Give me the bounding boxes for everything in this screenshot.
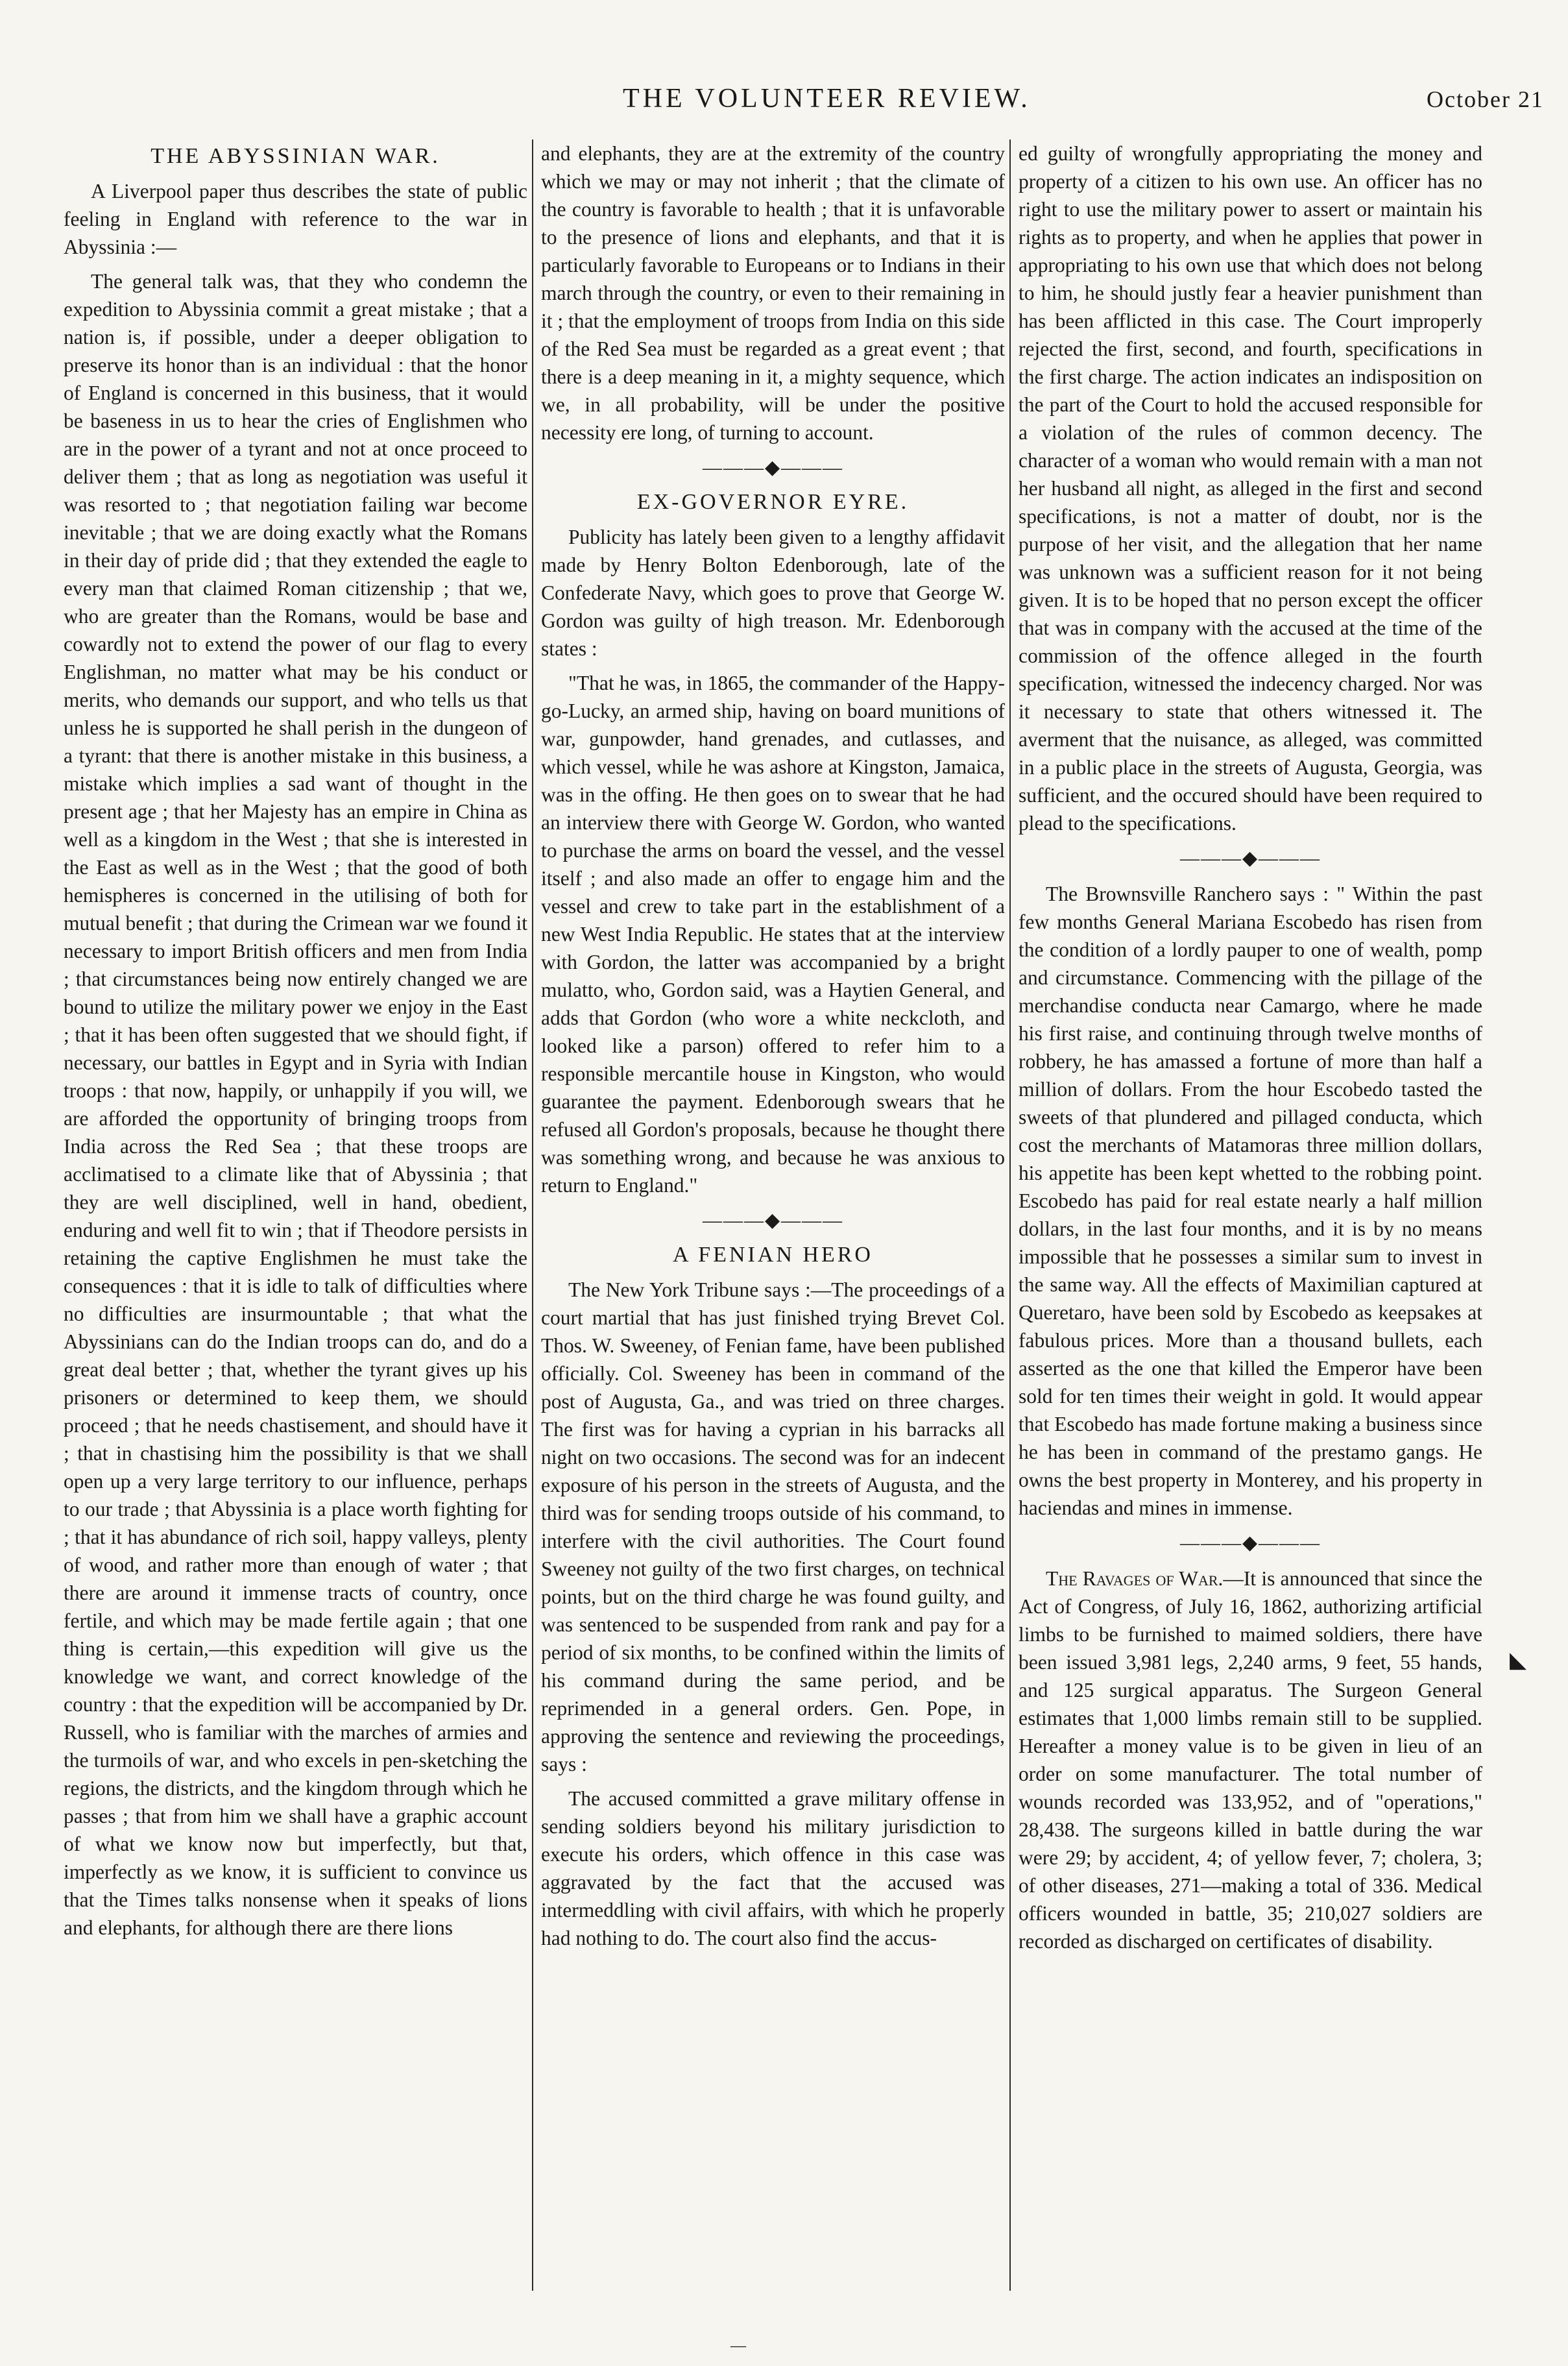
article-paragraph-ravages: [1019, 1565, 1482, 1955]
article-paragraph: The general talk was, that they who condemn the expedition to Abyssinia commit a great mistake ; that a nation is, if possible, under a deeper obligation to preserve its honor than is an individual : that the honor of England is concerned in this business, that it would be baseness in us to hear the cries of Englishmen who are in the power of a tyrant and not at once proceed to deliver them ; that as long as negotiation was useful it was resorted to ; that negotiation failing war become inevitable ; that we are doing exactly what the Romans in their day of pride did ; that they extended the eagle to every man that claimed Roman citizenship ; that we, who are greater than the Romans, would be base and cowardly not to extend the power of our flag to every Englishman, no matter what may be his conduct or merits, who demands our support, and who tells us that unless he is supported he shall perish in the dungeon of a tyrant: that there is another mistake in this business, a mistake which implies a sad want of thought in the present age ; that her Majesty has an empire in China as well as a kingdom in the West ; that she is interested in the East as well as in the West ; that the good of both hemispheres is concerned in the utilising of both for mutual benefit ; that during the Crimean war we found it necessary to import British officers and men from India ; that circumstances being now entirely changed we are bound to utilize the military power we enjoy in the East ; that it has been often suggested that we should fight, if necessary, our battles in Egypt and in Syria with Indian troops : that now, happily, or unhappily if you will, we are afforded the opportunity of bringing troops from India across the Red Sea ; that these troops are acclimatised to a climate like that of Abyssinia ; that they are well disciplined, well in hand, obedient, enduring and well fit to win ; that if Theodore persists in retaining the captive Englishmen he must take the consequences : that it is idle to talk of difficulties where no difficulties are insurmountable ; that what the Abyssinians can do the Indian troops can do, and do a great deal better ; that, whether the tyrant gives up his prisoners or determined to keep them, we should proceed ; that he needs chastisement, and should have it ; that in chastising him the possibility is that we shall open up a very large territory to our influence, perhaps to our trade ; that Abyssinia is a place worth fighting for ; that it has abundance of rich soil, happy valleys, plenty of wood, and rather more than enough of water ; that there are around it immense tracts of country, once fertile, and which may be made fertile again ; that one thing is certain,—this expedition will give us the knowledge we want, and correct knowledge of the country : that the expedition will be accompanied by Dr. Russell, who is familiar with the marches of armies and the turmoils of war, and who excels in pen-sketching the regions, the districts, and the kingdom through which he passes ; that from him we shall have a graphic account of what we know now but imperfectly, but that, imperfectly as we know, it is sufficient to convince us that the Times talks nonsense when it speaks of lions and elephants, for although there are there lions: [64, 270, 527, 1939]
article-paragraph: Publicity has lately been given to a lengthy affidavit made by Henry Bolton Edenborough, late of the Confederate Navy, which goes to prove that George W. Gordon was guilty of high treason. Mr. Edenborough states :: [541, 526, 1005, 660]
margin-arrow-icon: ◣: [1510, 1648, 1527, 1672]
article-heading-ex-governor-eyre: EX-GOVERNOR EYRE.: [636, 490, 910, 514]
column-3: [1019, 140, 1482, 2291]
section-divider: ———◆———: [702, 457, 844, 478]
article-paragraph-continued: ed guilty of wrongfully appropriating the money and property of a citizen to his own use. An officer has no right to use the military power to assert or maintain his rights as to property, and when he applies that power in appropriating to his own use that which does not belong to him, he should justly fear a heavier punishment than has been afflicted in this case. The Court improperly rejected the first, second, and fourth, specifications in the first charge. The action indicates an indisposition on the part of the Court to hold the accused responsible for a violation of the rules of common decency. The character of a woman who would remain with a man not her husband all night, as alleged in the first and second specifications, is not a matter of doubt, nor is the purpose of her visit, and the allegation that her name was unknown was a sufficient reason for it not being given. It is to be hoped that no person except the officer that was in company with the accused at the time of the commission of the offence alleged in the fourth specification, witnessed the indecency charged. Nor was it necessary to state that others witnessed it. The averment that the nuisance, as alleged, was committed in a public place in the streets of Augusta, Georgia, was sufficient, and the occured should have been required to plead to the specifications.: [1019, 142, 1482, 835]
ravages-lead: The Ravages of War.: [1046, 1567, 1224, 1590]
masthead-title: THE VOLUNTEER REVIEW.: [623, 84, 1031, 114]
section-divider: ———◆———: [702, 1210, 844, 1231]
article-paragraph-ranchero: The Brownsville Ranchero says : " Within the past few months General Mariana Escobedo has risen from the condition of a lordly pauper to one of wealth, pomp and circumstance. Commencing with the pillage of the merchandise conducta near Camargo, where he made his first raise, and continuing through twelve months of robbery, he has amassed a fortune of more than half a million of dollars. From the hour Escobedo tasted the sweets of that plundered and pillaged conducta, which cost the merchants of Matamoras three million dollars, his appetite has been kept whetted to the robbing point. Escobedo has paid for real estate nearly a half million dollars, in the last four months, and it is by no means impossible that he possesses a similar sum to invest in the same way. All the effects of Maximilian captured at Queretaro, have been sold by Escobedo as keepsakes at fabulous prices. More than a thousand bullets, each asserted as the one that killed the Emperor have been sold for ten times their weight in gold. It would appear that Escobedo has made fortune making a business since he has been in command of the prestamo gangs. He owns the best property in Monterey, and his property in haciendas and mines in immense.: [1019, 883, 1482, 1519]
article-heading-fenian-hero: A FENIAN HERO: [673, 1243, 873, 1267]
issue-date: October 21: [1427, 86, 1544, 112]
page-header: [58, 83, 1550, 128]
ravages-text: —It is announced that since the Act of Congress, of July 16, 1862, authorizing artificial limbs to be furnished to maimed soldiers, there have been issued 3,981 legs, 2,240 arms, 9 feet, 55 hands, and 125 surgical apparatus. The Surgeon General estimates that 1,000 limbs remain still to be supplied. Hereafter a money value is to be given in lieu of an order on some manufacturer. The total number of wounds recorded was 133,952, and of "operations," 28,438. The surgeons killed in battle during the war were 29; by accident, 4; of yellow fever, 7; cholera, 3; of other diseases, 271—making a total of 336. Medical officers wounded in battle, 35; 210,027 soldiers are recorded as discharged on certificates of disability.: [1019, 1567, 1482, 1953]
footer-dash: —: [730, 2337, 746, 2354]
article-paragraph-continued: and elephants, they are at the extremity of the country which we may or may not inherit ; that the climate of the country is favorable to health ; that it is unfavorable to the presence of lions and elephants, and that it is particularly favorable to Europeans or to Indians in their march through the country, or even to their remaining in it ; that the employment of troops from India on this side of the Red Sea must be regarded as a great event ; that there is a deep meaning in it, a mighty sequence, which we, in all probability, will be under the positive necessity ere long, of turning to account.: [541, 142, 1005, 444]
section-divider: ———◆———: [1179, 1532, 1321, 1554]
article-paragraph: The New York Tribune says :—The proceedings of a court martial that has just finished trying Brevet Col. Thos. W. Sweeney, of Fenian fame, have been published officially. Col. Sweeney has been in command of the post of Augusta, Ga., and was tried on three charges. The first was for having a cyprian in his barracks all night on two occasions. The second was for an indecent exposure of his person in the streets of Augusta, and the third was for sending troops outside of his command, to interfere with the civil authorities. The Court found Sweeney not guilty of the two first charges, on technical points, but on the third charge he was found guilty, and was sentenced to be suspended from rank and pay for a period of six months, to be confined within the limits of his command during the same period, and be reprimended in a general orders. Gen. Pope, in approving the sentence and reviewing the proceedings, says :: [541, 1278, 1005, 1775]
article-paragraph: A Liverpool paper thus describes the state of public feeling in England with reference to the war in Abyssinia :—: [64, 180, 527, 258]
column-rule: [1009, 140, 1011, 2291]
section-divider: ———◆———: [1179, 848, 1321, 869]
article-heading-abyssinian-war: THE ABYSSINIAN WAR.: [151, 144, 440, 168]
column-rule: [532, 140, 533, 2291]
column-2: [541, 140, 1005, 2291]
column-1: [64, 140, 527, 2291]
article-paragraph: "That he was, in 1865, the commander of the Happy-go-Lucky, an armed ship, having on board munitions of war, gunpowder, hand grenades, and cutlasses, and which vessel, while he was ashore at Kingston, Jamaica, was in the offing. He then goes on to swear that he had an interview there with George W. Gordon, who wanted to purchase the arms on board the vessel, and the vessel itself ; and also made an offer to engage him and the vessel and crew to take part in the establishment of a new West India Republic. He states that at the interview with Gordon, the latter was accompanied by a bright mulatto, who, Gordon said, was a Haytien General, and adds that Gordon (who wore a white neckcloth, and looked like a parson) offered to refer him to a responsible mercantile house in Kingston, who would guarantee the payment. Edenborough swears that he refused all Gordon's proposals, because he thought there was something wrong, and because he was anxious to return to England.": [541, 672, 1005, 1197]
article-paragraph: The accused committed a grave military offense in sending soldiers beyond his military jurisdiction to execute his orders, which offence in this case was aggravated by the fact that the accused was intermeddling with civil affairs, with which he properly had nothing to do. The court also find the accus-: [541, 1787, 1005, 1949]
